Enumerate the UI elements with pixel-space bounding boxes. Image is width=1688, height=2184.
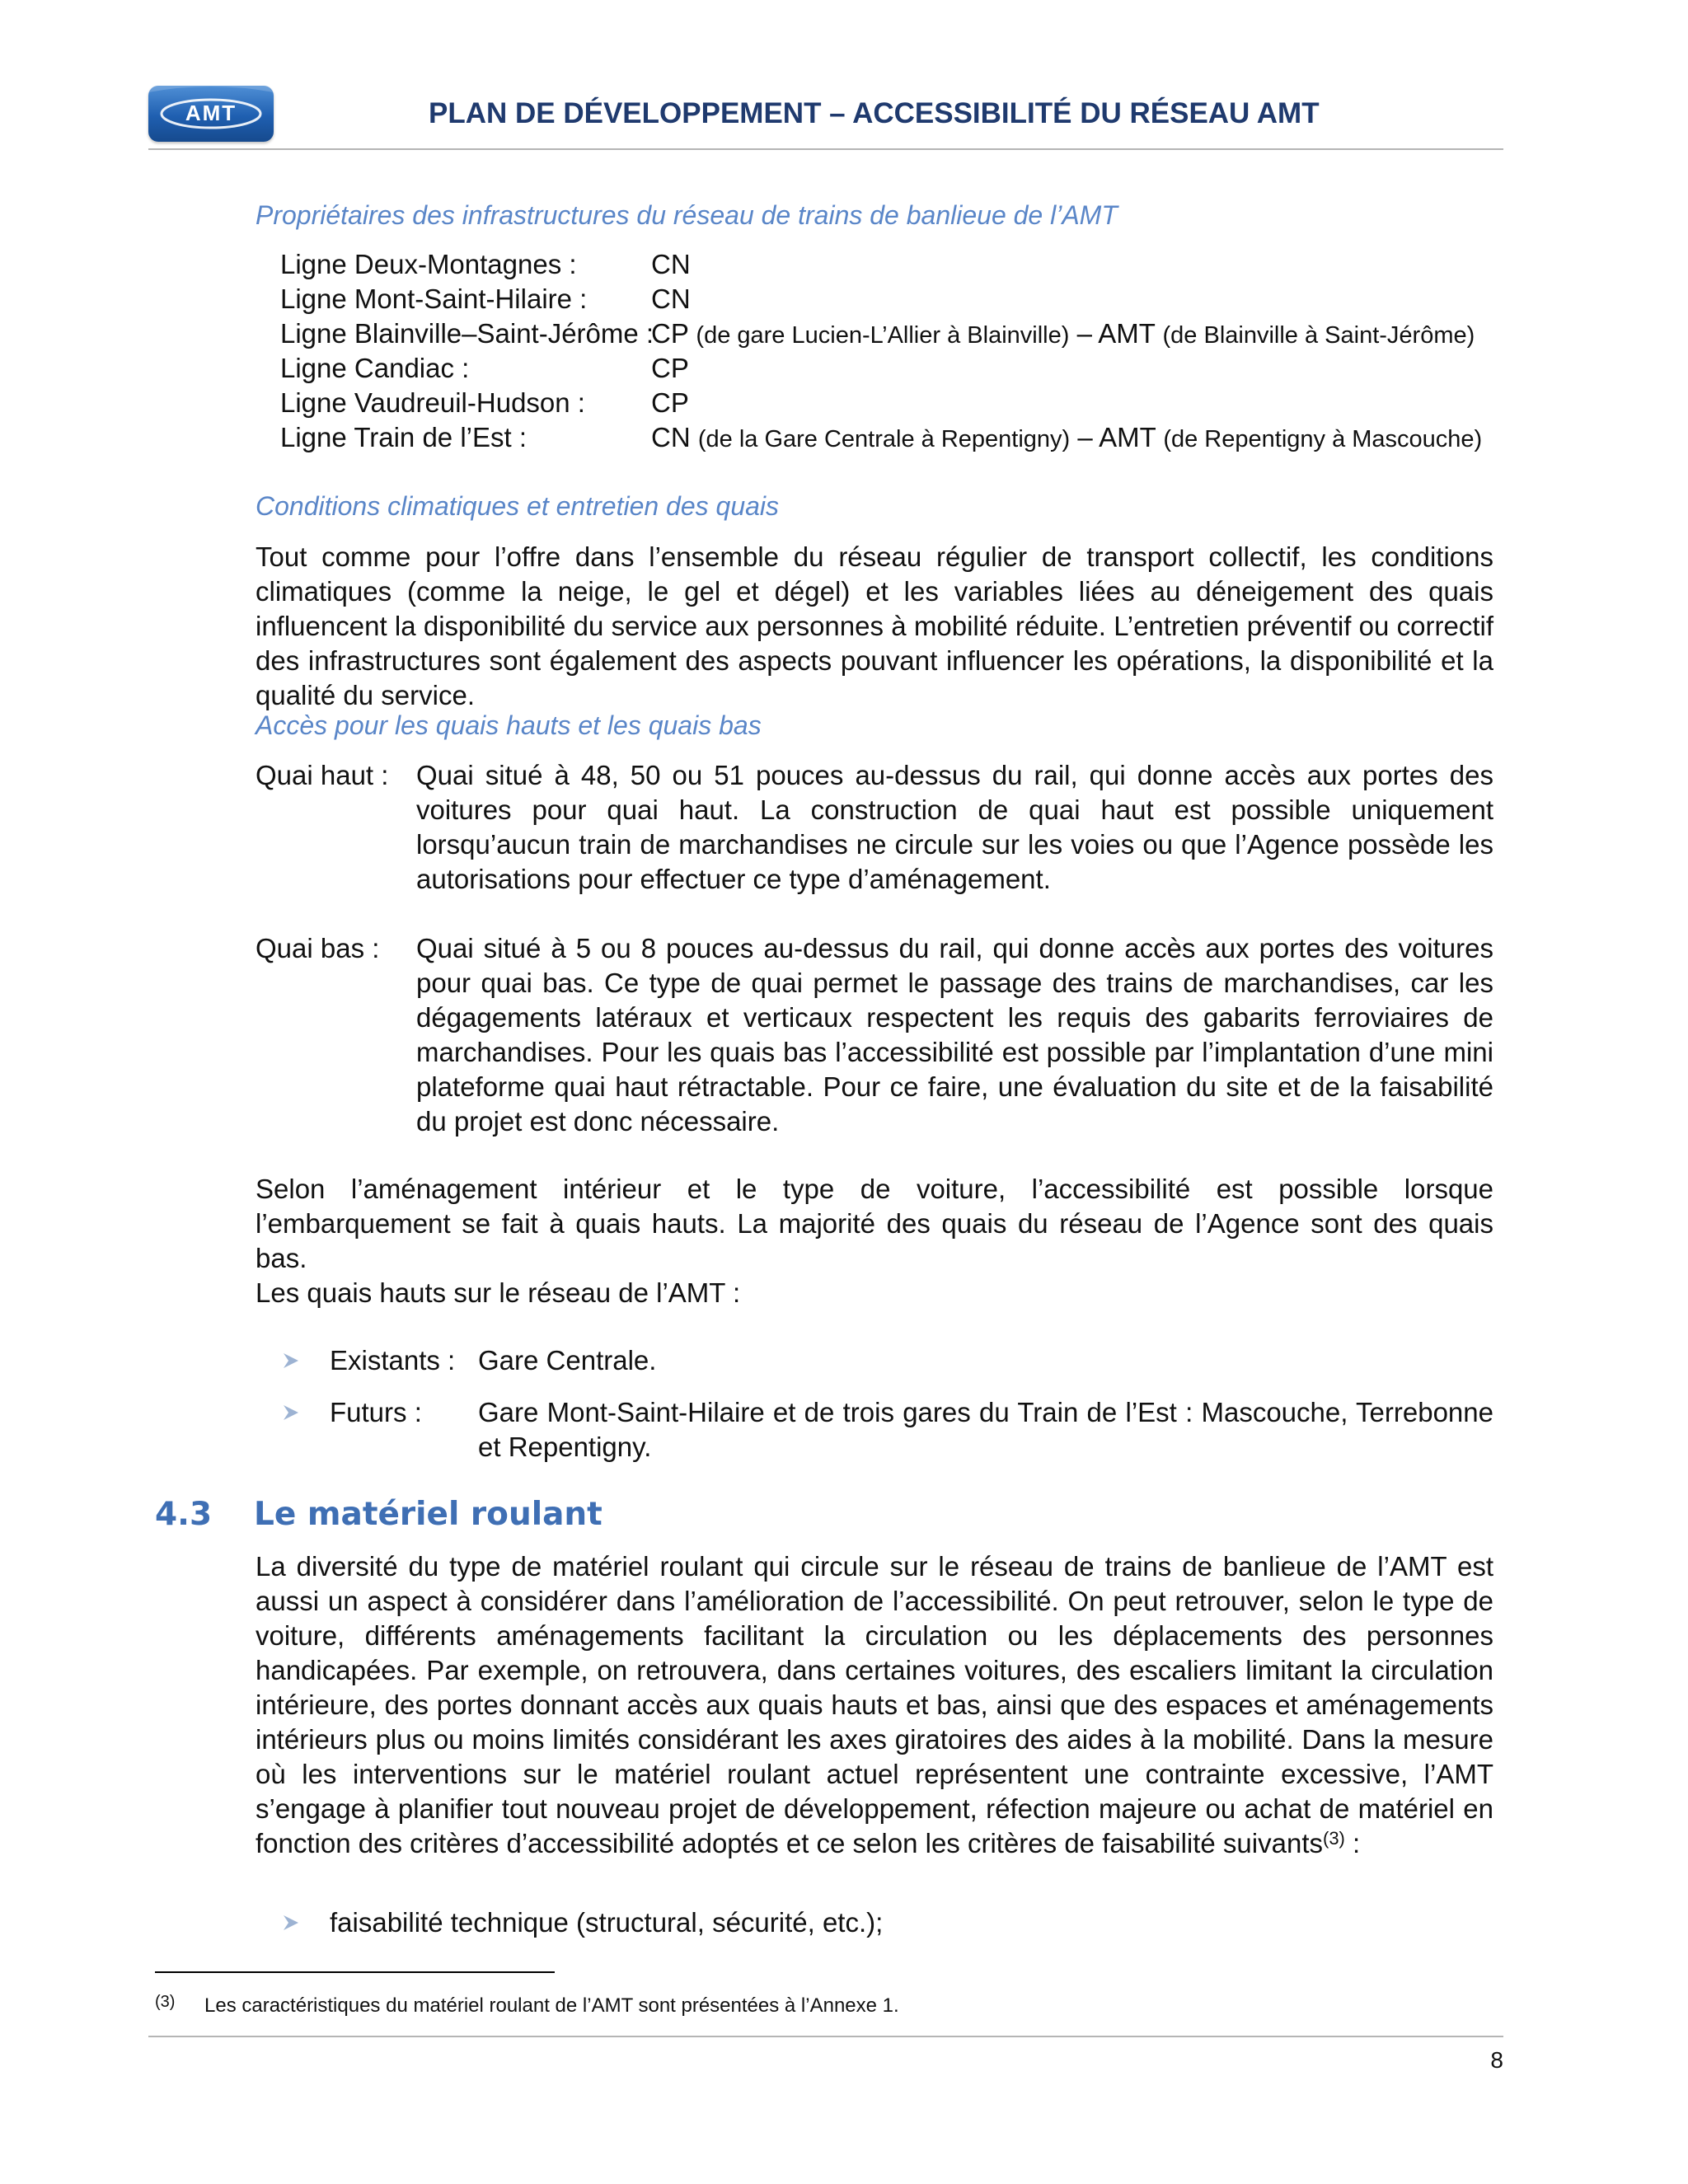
footnote-text: Les caractéristiques du matériel roulant de l’AMT sont présentées à l’Annexe 1. [204, 1994, 899, 2017]
rolling-stock-paragraph [256, 1549, 1493, 1861]
owner-row [280, 420, 1482, 457]
owners-heading: Propriétaires des infrastructures du réseau de trains de banlieue de l’AMT [256, 200, 1118, 230]
line-owner: CP [651, 353, 689, 383]
owner-detail: (de gare Lucien-L’Allier à Blainville) [696, 322, 1070, 349]
owner-row [280, 247, 691, 282]
logo-text: AMT [185, 101, 237, 125]
header-title: PLAN DE DÉVELOPPEMENT – ACCESSIBILITÉ DU RÉSEAU AMT [429, 97, 1320, 129]
boarding-note: Selon l’aménagement intérieur et le type de voiture, l’accessibilité est possible lorsque l’embarquement se fait à quais hauts. La majorité des quais du réseau de l’Agence sont des quais bas. [256, 1174, 1493, 1273]
footnote-reference[interactable]: (3) [1323, 1828, 1345, 1849]
rolling-stock-text-end: : [1344, 1828, 1361, 1858]
high-platform-text: Quai situé à 48, 50 ou 51 pouces au-dessus du rail, qui donne accès aux portes des voitures pour quai haut. La construction de quai haut est possible uniquement lorsqu’aucun train de marchandises ne circule sur les voies ou que l’Agence possède les autorisations pour effectuer ce type d’aménagement. [416, 760, 1493, 894]
climate-heading: Conditions climatiques et entretien des quais [256, 491, 780, 521]
line-name: Ligne Blainville–Saint-Jérôme : [280, 318, 654, 349]
line-owner: CN [651, 284, 691, 314]
high-platform-label: Quai haut : [256, 760, 389, 790]
high-platform-list-intro: Les quais hauts sur le réseau de l’AMT : [256, 1277, 741, 1308]
arrow-bullet-icon [282, 1404, 300, 1422]
section-title: Le matériel roulant [254, 1496, 603, 1533]
amt-logo [148, 86, 274, 142]
page-number: 8 [1490, 2047, 1503, 2073]
rolling-stock-text: La diversité du type de matériel roulant qui circule sur le réseau de trains de banlieue de l’AMT est aussi un aspect à considérer dans l’amélioration de l’accessibilité. On peut retrouver, selon le type de voiture, différents aménagements facilitant la circulation ou les déplacements des personnes handicapées. Par exemple, on retrouvera, dans certaines voitures, des escaliers limitant la circulation intérieure, des portes donnant accès aux quais hauts et bas, ainsi que des espaces et aménagements intérieurs plus ou moins limités considérant les axes giratoires des aides à la mobilité. Dans la mesure où les interventions sur le matériel roulant actuel représentent une contrainte excessive, l’AMT s’engage à planifier tout nouveau projet de développement, réfection majeure ou achat de matériel en fonction des critères d’accessibilité adoptés et ce selon les critères de faisabilité suivants [256, 1551, 1493, 1858]
existing-text: Gare Centrale. [478, 1345, 657, 1376]
owner-separator: – [1077, 422, 1093, 452]
climate-paragraph: Tout comme pour l’offre dans l’ensemble du réseau régulier de transport collectif, les conditions climatiques (comme la neige, le gel et dégel) et les variables liées au déneigement des quais influencent la disponibilité du service aux personnes à mobilité réduite. L’entretien préventif ou correctif des infrastructures sont également des aspects pouvant influencer les opérations, la disponibilité et la qualité du service. [256, 541, 1493, 710]
footer-divider [148, 2036, 1503, 2037]
future-label: Futurs : [330, 1397, 422, 1427]
owner-detail-2: (de Blainville à Saint-Jérôme) [1162, 322, 1475, 349]
future-text: Gare Mont-Saint-Hilaire et de trois gares du Train de l’Est : Mascouche, Terrebonne et Repentigny. [478, 1397, 1493, 1462]
footnote-divider [155, 1971, 555, 1973]
line-owner: CP [651, 318, 689, 349]
owner-separator: – [1076, 318, 1092, 349]
owner-detail-2: (de Repentigny à Mascouche) [1163, 426, 1483, 452]
existing-label: Existants : [330, 1345, 456, 1376]
owner-row [280, 351, 689, 386]
line-name: Ligne Vaudreuil-Hudson : [280, 387, 585, 418]
owner-row [280, 316, 1475, 353]
feasibility-bullet: faisabilité technique (structural, sécurité, etc.); [330, 1907, 884, 1938]
access-heading: Accès pour les quais hauts et les quais bas [256, 710, 762, 740]
line-owner: CN [651, 249, 691, 279]
low-platform-text: Quai situé à 5 ou 8 pouces au-dessus du rail, qui donne accès aux portes des voitures pour quai bas. Ce type de quai permet le passage des trains de marchandises, car les dégagements latéraux et verticaux respectent les requis des gabarits ferroviaires de marchandises. Pour les quais bas l’accessibilité est possible par l’implantation d’une mini plateforme quai haut rétractable. Pour ce faire, une évaluation du site et de la faisabilité du projet est donc nécessaire. [416, 933, 1493, 1137]
owner-row [280, 386, 689, 420]
footnote-mark: (3) [155, 1993, 176, 2011]
line-owner-2: AMT [1099, 422, 1156, 452]
line-owner: CP [651, 387, 689, 418]
header-divider [148, 148, 1503, 150]
line-owner-2: AMT [1098, 318, 1156, 349]
line-owner: CN [651, 422, 691, 452]
line-name: Ligne Mont-Saint-Hilaire : [280, 284, 588, 314]
owner-detail: (de la Gare Centrale à Repentigny) [697, 426, 1071, 452]
line-name: Ligne Deux-Montagnes : [280, 249, 577, 279]
arrow-bullet-icon [282, 1352, 300, 1370]
section-number: 4.3 [155, 1496, 213, 1533]
line-name: Ligne Train de l’Est : [280, 422, 527, 452]
line-name: Ligne Candiac : [280, 353, 470, 383]
owner-row [280, 282, 691, 316]
arrow-bullet-icon [282, 1914, 300, 1932]
low-platform-label: Quai bas : [256, 933, 380, 963]
